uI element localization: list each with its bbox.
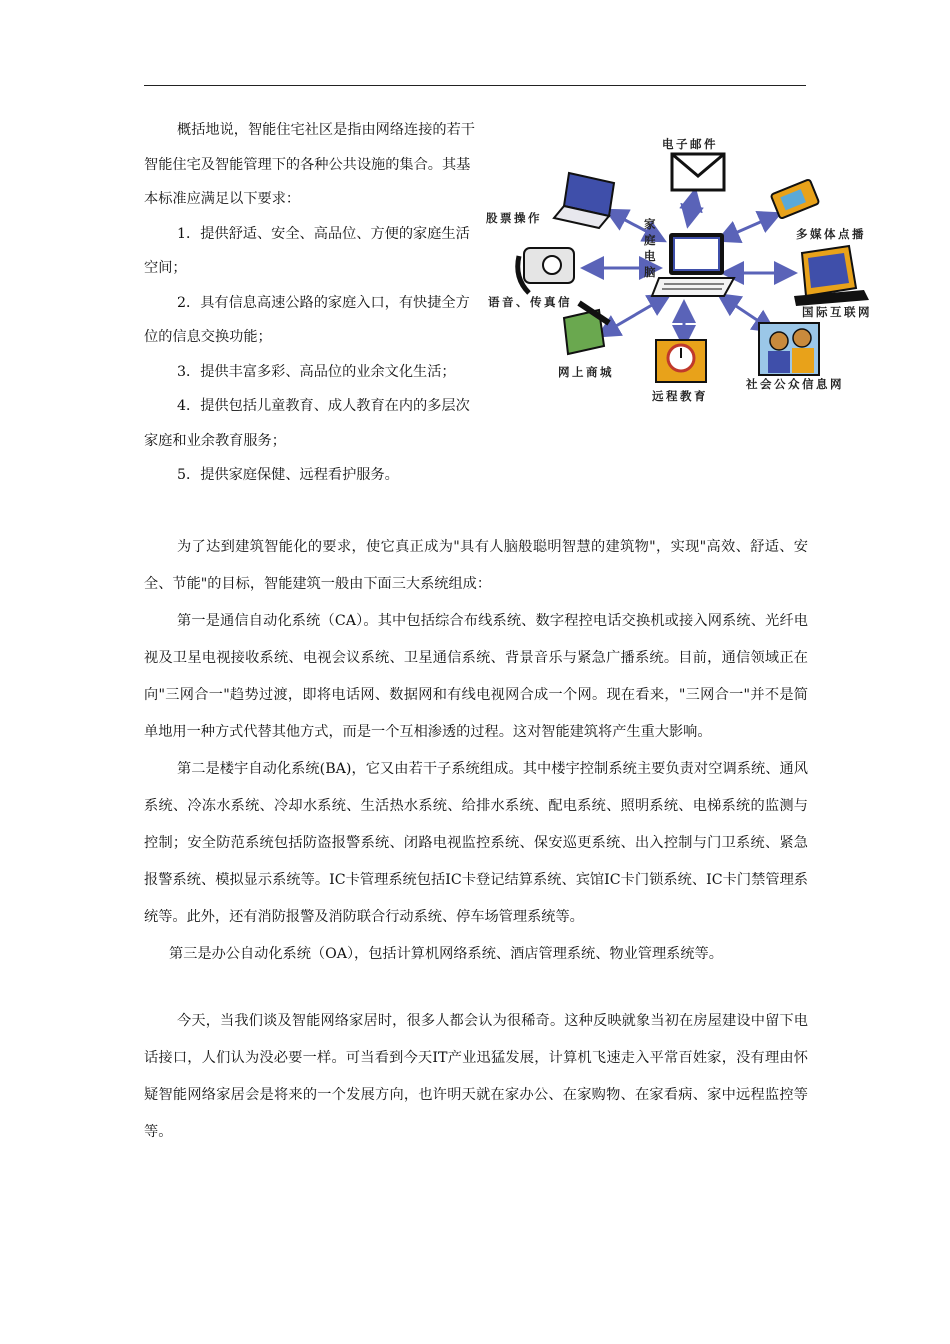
intro-section [144, 113, 476, 493]
paragraph-ba: 第二是楼宇自动化系统(BA)，它又由若干子系统组成。其中楼宇控制系统主要负责对空调系统、通风系统、冷冻水系统、冷却水系统、生活热水系统、给排水系统、配电系统、照明系统、电梯系统的监测与控制；安全防范系统包括防盗报警系统、闭路电视监控系统、保安巡更系统、出入控制与门卫系统、紧急报警系统、模拟显示系统等。IC卡管理系统包括IC卡登记结算系统、宾馆IC卡门锁系统、IC卡门禁管理系统等。此外，还有消防报警及消防联合行动系统、停车场管理系统等。 [144, 761, 808, 925]
label-public: 社会公众信息网 [746, 377, 844, 391]
email-envelope-icon [672, 154, 724, 190]
label-shop: 网上商城 [558, 365, 614, 379]
internet-monitor-icon [794, 246, 869, 306]
paragraph-ca: 第一是通信自动化系统（CA）。其中包括综合布线系统、数字程控电话交换机或接入网系统、光纤电视及卫星电视接收系统、电视会议系统、卫星通信系统、背景音乐与紧急广播系统。目前，通信领域正在向"三网合一"趋势过渡，即将电话网、数据网和有线电视网合成一个网。现在看来，"三网合一"并不是简单地用一种方式代替其他方式，而是一个互相渗透的过程。这对智能建筑将产生重大影响。 [144, 613, 808, 740]
label-stock: 股票操作 [486, 211, 542, 225]
requirement-item-1: 1．提供舒适、安全、高品位、方便的家庭生活空间； [144, 225, 470, 276]
label-multimedia: 多媒体点播 [796, 227, 866, 241]
remote-education-icon [656, 340, 706, 382]
arrow-email [689, 196, 694, 220]
phone-fax-icon [518, 248, 574, 293]
label-phone: 语音、传真信 [488, 295, 572, 309]
arrow-multimedia [724, 216, 774, 238]
label-center: 家庭电脑 [644, 217, 656, 279]
paragraph-spacer [144, 973, 808, 1003]
public-info-icon [759, 323, 819, 375]
paragraph-oa: 第三是办公自动化系统（OA），包括计算机网络系统、酒店管理系统、物业管理系统等。 [169, 946, 723, 962]
online-shop-icon [564, 303, 609, 354]
home-computer-icon [652, 233, 734, 296]
diagram-canvas [484, 128, 888, 418]
requirement-item-2: 2．具有信息高速公路的家庭入口，有快捷全方位的信息交换功能； [144, 294, 470, 345]
label-email: 电子邮件 [662, 137, 718, 151]
arrow-shop [604, 298, 664, 333]
intro-lead: 概括地说，智能住宅社区是指由网络连接的若干智能住宅及智能管理下的各种公共设施的集合。其基本标准应满足以下要求： [144, 122, 475, 207]
paragraph-goal: 为了达到建筑智能化的要求，使它真正成为"具有人脑般聪明智慧的建筑物"，实现"高效、舒适、安全、节能"的目标，智能建筑一般由下面三大系统组成： [144, 539, 808, 592]
smart-home-network-diagram [484, 128, 888, 418]
requirement-item-4: 4．提供包括儿童教育、成人教育在内的多层次家庭和业余教育服务； [144, 398, 470, 449]
paragraph-today: 今天，当我们谈及智能网络家居时，很多人都会认为很稀奇。这种反映就象当初在房屋建设中留下电话接口，人们认为没必要一样。可当看到今天IT产业迅猛发展，计算机飞速走入平常百姓家，没有理由怀疑智能网络家居会是将来的一个发展方向，也许明天就在家办公、在家购物、在家看病、家中远程监控等等。 [144, 1013, 808, 1140]
header-rule [144, 85, 806, 86]
multimedia-card-icon [771, 179, 820, 219]
requirement-item-5: 5．提供家庭保健、远程看护服务。 [177, 467, 399, 483]
stock-trading-icon [554, 173, 614, 228]
label-internet: 国际互联网 [802, 305, 872, 319]
requirement-item-3: 3．提供丰富多彩、高品位的业余文化生活； [177, 363, 456, 380]
body-section [144, 529, 808, 1151]
label-education: 远程教育 [652, 389, 708, 403]
